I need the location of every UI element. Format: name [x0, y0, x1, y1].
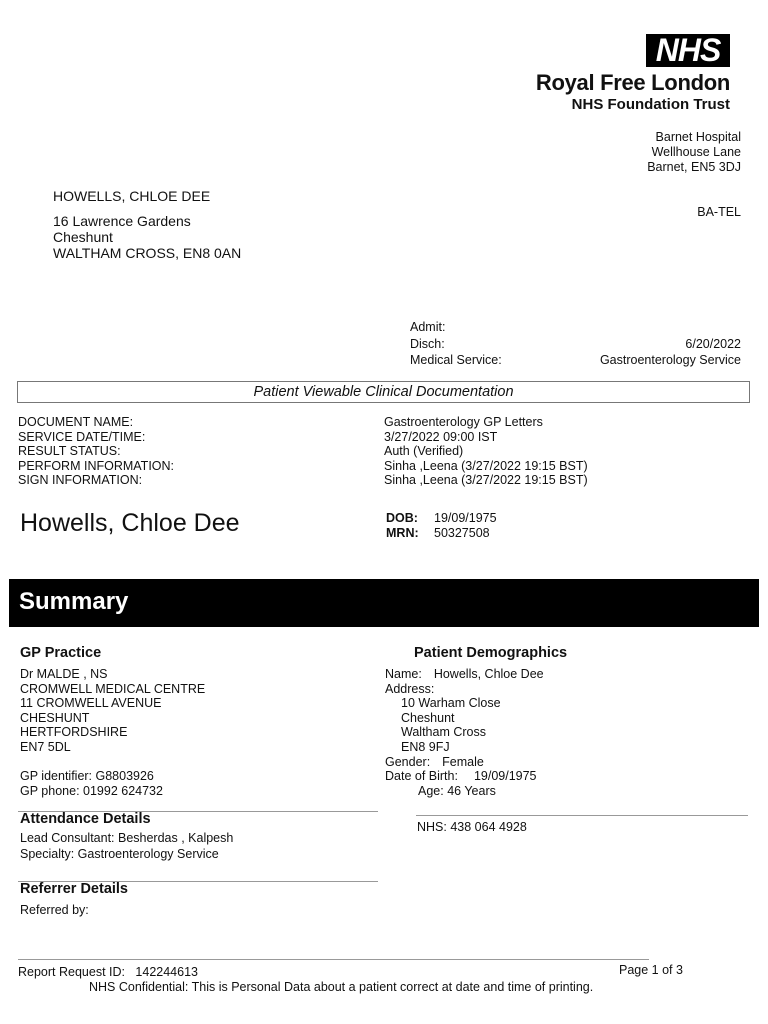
confidential-notice: NHS Confidential: This is Personal Data about a patient correct at date and time of printing.	[89, 980, 594, 994]
report-request	[18, 965, 198, 979]
dob-value: 19/09/1975	[434, 511, 497, 525]
doc-info-label: SERVICE DATE/TIME:	[18, 429, 146, 444]
demo-age: 46 Years	[447, 783, 496, 798]
gp-practice-heading: GP Practice	[20, 645, 102, 661]
demo-gender: Female	[442, 754, 484, 769]
request-id: 142244613	[135, 965, 198, 979]
hospital-line: Wellhouse Lane	[651, 145, 741, 159]
doc-info-label: SIGN INFORMATION:	[18, 473, 143, 488]
specialty: Specialty: Gastroenterology Service	[20, 846, 219, 861]
dob-label: DOB:	[386, 511, 418, 525]
trust-name: Royal Free London	[535, 70, 730, 95]
lead-consultant: Lead Consultant: Besherdas , Kalpesh	[20, 831, 234, 845]
recipient-name: HOWELLS, CHLOE DEE	[53, 188, 211, 204]
demo-name-label: Name:	[385, 667, 422, 681]
doc-info-value: Gastroenterology GP Letters	[384, 415, 543, 429]
doc-info-label: PERFORM INFORMATION:	[18, 458, 175, 473]
mrn-value: 50327508	[434, 526, 490, 540]
doc-info-value: 3/27/2022 09:00 IST	[384, 429, 498, 444]
demo-address-line: 10 Warham Close	[401, 696, 501, 711]
doc-info-value: Auth (Verified)	[384, 444, 464, 459]
doc-info-labels	[18, 415, 174, 488]
demo-dob: 19/09/1975	[473, 769, 537, 784]
demo-address-line: Waltham Cross	[401, 725, 486, 740]
gp-line: Dr MALDE , NS	[20, 667, 108, 681]
referrer-heading: Referrer Details	[20, 881, 128, 897]
nhs-logo: NHS	[646, 34, 730, 67]
service-value: Gastroenterology Service	[599, 353, 741, 367]
demo-dob-label: Date of Birth:	[385, 769, 458, 784]
gp-line: HERTFORDSHIRE	[20, 725, 128, 740]
address-line: 16 Lawrence Gardens	[53, 213, 191, 229]
hospital-line: Barnet, EN5 3DJ	[647, 160, 741, 174]
gp-practice-details	[20, 667, 205, 798]
divider	[416, 815, 748, 816]
doc-info-value: Sinha ,Leena (3/27/2022 19:15 BST)	[384, 458, 588, 473]
document-banner: Patient Viewable Clinical Documentation	[17, 381, 750, 403]
patient-identifiers	[386, 511, 497, 541]
summary-banner	[9, 579, 759, 627]
gp-line: CHESHUNT	[20, 710, 90, 725]
disch-value: 6/20/2022	[685, 336, 741, 351]
attendance-details	[20, 831, 233, 862]
hospital-line: Barnet Hospital	[655, 130, 741, 144]
gp-line: CROMWELL MEDICAL CENTRE	[20, 681, 206, 696]
request-label: Report Request ID:	[18, 965, 125, 979]
nhs-number: NHS: 438 064 4928	[417, 820, 527, 834]
doc-info-values	[384, 415, 588, 488]
demographics-heading: Patient Demographics	[414, 645, 568, 661]
demo-gender-label: Gender:	[385, 754, 431, 769]
page-number: Page 1 of 3	[619, 963, 683, 977]
location-code: BA-TEL	[697, 205, 741, 219]
mrn-label: MRN:	[386, 526, 419, 540]
demo-address-line: EN8 9FJ	[401, 739, 450, 754]
demo-address-line: Cheshunt	[401, 710, 455, 725]
trust-subtitle: NHS Foundation Trust	[571, 96, 730, 113]
demo-address-label: Address:	[385, 681, 435, 696]
demo-age-label: Age:	[418, 783, 444, 798]
admission-info	[410, 319, 741, 369]
doc-info-label: DOCUMENT NAME:	[18, 415, 134, 429]
demographics-details	[385, 667, 544, 798]
doc-info-value: Sinha ,Leena (3/27/2022 19:15 BST)	[384, 473, 588, 488]
doc-info-label: RESULT STATUS:	[18, 444, 121, 459]
gp-line: EN7 5DL	[20, 739, 71, 754]
hospital-address	[647, 130, 741, 175]
demo-name: Howells, Chloe Dee	[433, 667, 544, 681]
patient-name: Howells, Chloe Dee	[20, 509, 240, 537]
address-line: WALTHAM CROSS, EN8 0AN	[53, 245, 242, 261]
gp-line: 11 CROMWELL AVENUE	[20, 696, 162, 711]
address-line: Cheshunt	[53, 229, 113, 245]
recipient-address	[53, 188, 241, 261]
admit-label: Admit:	[410, 320, 446, 334]
attendance-heading: Attendance Details	[20, 811, 151, 827]
gp-identifier: GP identifier: G8803926	[20, 769, 154, 784]
gp-phone: GP phone: 01992 624732	[20, 783, 163, 798]
disch-label: Disch:	[410, 336, 445, 351]
service-label: Medical Service:	[410, 353, 502, 367]
referred-by: Referred by:	[20, 903, 89, 917]
footer-divider	[18, 959, 649, 960]
summary-title: Summary	[19, 588, 129, 615]
